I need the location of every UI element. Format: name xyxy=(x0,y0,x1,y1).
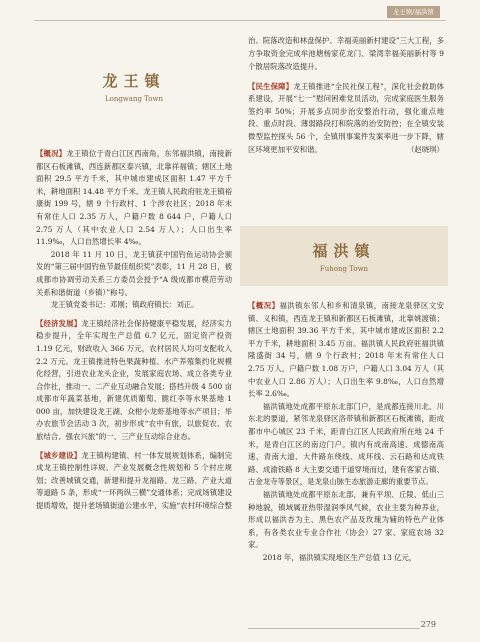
page-number: 279 xyxy=(420,620,436,629)
longwang-overview: 【概况】龙王镇位于青白江区西南角，东邻福洪镇，南接新都区石板滩镇，西连新都区泰兴镇，北靠祥福镇；辖区土地面积 29.5 平方千米，其中城市建成区面积 1.47 平方千米，耕地面积 14.48 平方千米。龙王镇人民政府驻龙王镇裕康街 199 号，辖 9 个行政村、1 个涉农社区；2018 年末有常住人口 2.35 万人，户籍户数 8 644 户，户籍人口 2.75 万人（其中农业人口 2.54 万人）；人口出生率 11.9‰，人口自然增长率 4‰。 xyxy=(36,149,232,247)
longwang-livelihood: 【民生保障】龙王镇推进“全民社保工程”，深化社会救助体系建设，开展“七一”慰问困难党员活动，完成家庭医生服务签约率 50%；开展多点同步治安整治行动，强化重点地段、重点时段、薄弱路段打和院落的治安防控；在全镇安装微型监控探头 56 个，全镇刑事案件发案率进一步下降，辖区环境更加平安和谐。 （赵晓琪） xyxy=(248,81,444,157)
right-column-top xyxy=(248,28,444,164)
economy-tag: 【经济发展】 xyxy=(36,318,82,328)
longwang-economy: 【经济发展】龙王镇经济社会保持健康平稳发展，经济实力稳步提升，全年实现生产总值 6.7 亿元，固定资产投资 1.19 亿元，财政收入 366 万元，农村居民人均可支配收入 2.2 万元。龙王镇推进特色果蔬种植、水产养殖集约化规模化经营，引进农业龙头企业，发展家庭农场、成立各类专业合作社，推动一、二产业互动融合发展；搭档升级 4 500 亩成都市年蔬菜基地，新建优质葡萄、脆红李等水果基地 1 000 亩，加快建设龙王湖、众柑小龙虾基地等水产项目；举办农旅节会活动 3 次，初步形成“农中有旅，以旅促农、农旅结合、强农兴旅”的一、三产业互动综合业态。 xyxy=(36,318,232,442)
right-column xyxy=(248,300,444,564)
longwang-award-paragraph: 2018 年 11 月 10 日，龙王镇获中国钓鱼运动协会颁发的“第三届中国钓鱼节最佳组织奖”表彰，11 月 28 日，被成都市协调劳动关系三方委员会授予“A 级成都市模范劳动关系和谐街道（乡镇）”称号。 xyxy=(36,249,233,297)
longwang-leaders-paragraph: 龙王镇党委书记：邓刚；镇政府镇长：刘正。 xyxy=(50,300,199,310)
left-column xyxy=(36,148,232,513)
fuhong-agriculture-paragraph: 福洪镇地处成都平原东北部，兼有平坝、丘陵、低山三种地貌，镇域属亚热带湿润季风气候，农业主要为种养业，形成以福洪杏为主、黑色农产品及玫瑰为辅的特色产业体系，有各类农业专业合作社（协会）27 家、家庭农场 32 家。 xyxy=(248,489,444,550)
fuhong-title-en: Fuhong Town xyxy=(319,265,369,273)
longwang-construction: 【城乡建设】龙王镇构建镇、村一体发展规划体系，编制完成龙王镇控制性详规、产业发展概念性规划和 5 个村庄规划；改善城镇交通，新建和提升龙福路、龙三路、产业大道等道路 5 条，形成“一环两纵三横”交通体系；完成场镇建设提质增效，提升老场镇街道公建水平，实施“农村环境综合整 xyxy=(36,450,232,511)
fuhong-gdp-paragraph: 2018 年，福洪镇实现地区生产总值 13 亿元， xyxy=(262,552,417,562)
fuhong-location-paragraph: 福洪镇地处成都平原东北部门户，是成都连接川北、川东北的要道，紧邻龙泉驿区洛带镇和新都区石板滩镇，距成都市中心城区 23 千米，距青白江区人民政府所在地 24 千米，是青白江区的南边门户。镇内有成南高速、成德南高速、青南大道、大件路东绕线、成环线、云石路和达成铁路、成渝铁路 8 大主要交通干道穿境而过，建有客家古镇、古金龙寺等景区，是龙泉山脉生态旅游走廊的重要节点。 xyxy=(248,401,444,487)
fuhong-title-block xyxy=(240,226,448,286)
author-signature: （赵晓琪） xyxy=(407,144,444,154)
fuhong-overview-tag: 【概况】 xyxy=(248,301,280,310)
section-header: 龙王镇/福洪镇 xyxy=(387,6,440,18)
construction-tag: 【城乡建设】 xyxy=(36,450,82,460)
livelihood-tag: 【民生保障】 xyxy=(248,81,294,91)
longwang-construction-continued: 治、院落改造和林盘保护、幸福美丽新村建设”三大工程，多方争取资金完成牟池塘杨家花龙门、梁湾幸福美丽新村等 9 个散居院落改造提升。 xyxy=(248,36,444,71)
longwang-title: 龙王镇 xyxy=(102,72,166,90)
fuhong-overview: 【概况】福洪镇东邻人和乡和清泉镇，南接龙泉驿区文安镇、义和镇，西连龙王镇和新都区石板滩镇，北靠姚渡镇；辖区土地面积 39.36 平方千米，其中城市建成区面积 2.2 平方千米，耕地面积 3.45 万亩。福洪镇人民政府驻福洪镇隆盛街 34 号，辖 9 个行政村；2018 年末有常住人口 2.75 万人，户籍户数 1.08 万户，户籍人口 3.04 万人（其中农业人口 2.86 万人）；人口出生率 9.8‰，人口自然增长率 2.6‰。 xyxy=(248,301,444,399)
header-rule xyxy=(34,20,446,21)
longwang-title-block xyxy=(34,56,234,116)
overview-tag: 【概况】 xyxy=(36,149,67,158)
footer-rule xyxy=(248,628,420,629)
fuhong-title: 福洪镇 xyxy=(312,242,376,260)
longwang-title-en: Longwang Town xyxy=(104,95,164,103)
